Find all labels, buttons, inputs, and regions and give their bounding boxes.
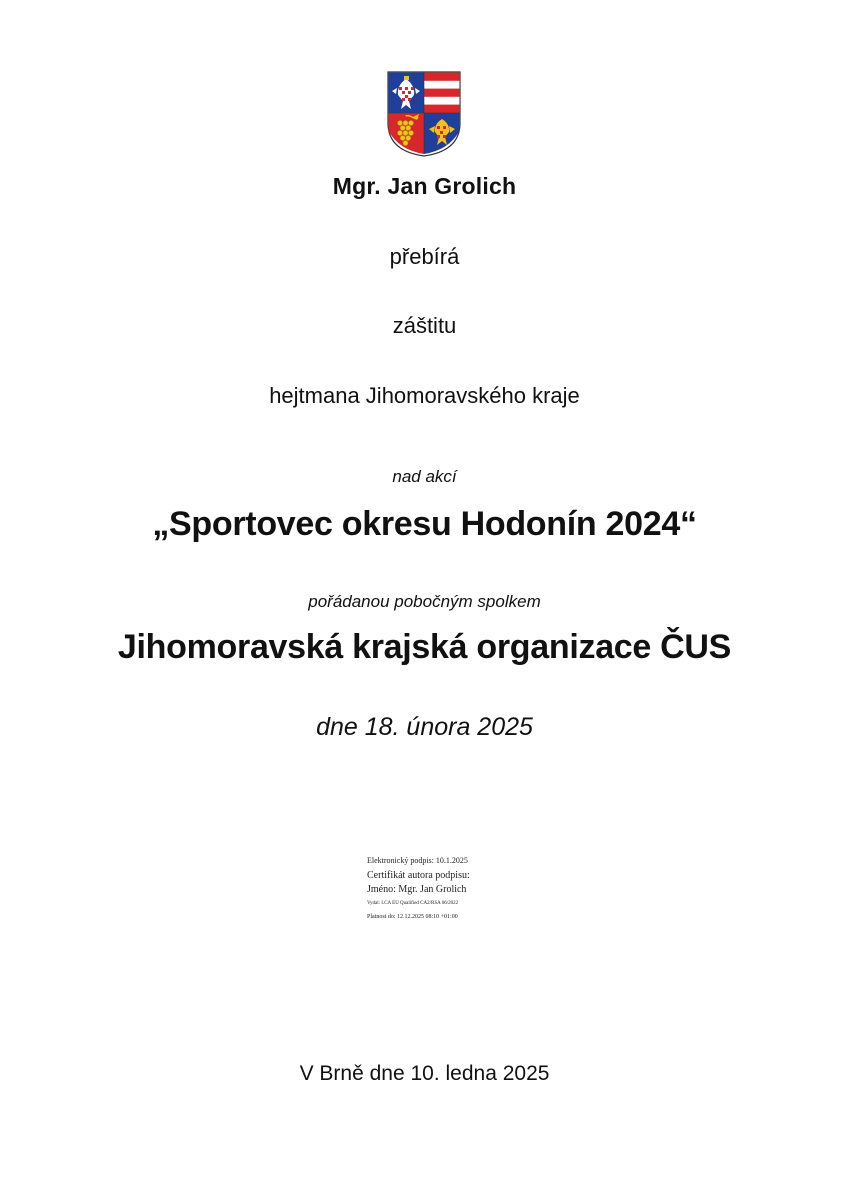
person-name: Mgr. Jan Grolich [332, 173, 517, 199]
coat-of-arms-icon [387, 71, 461, 157]
event-date: dne 18. února 2025 [316, 713, 533, 741]
over-event-text: nad akcí [392, 467, 457, 486]
takes-text: přebírá [389, 244, 460, 269]
patronage-text: záštitu [392, 313, 457, 338]
governor-text: hejtmana Jihomoravského kraje [269, 383, 580, 408]
signature-issuer: Vydal: I.CA EU Qualified CA2/RSA 06/2022 [367, 901, 459, 906]
organization-name: Jihomoravská krajská organizace ČUS [117, 628, 732, 666]
organized-by-text: pořádanou pobočným spolkem [308, 592, 541, 611]
signature-certificate-label: Certifikát autora podpisu: [367, 870, 470, 881]
signature-validity: Platnost do: 12.12.2025 08:10 +01:00 [367, 914, 458, 920]
signature-date: Elektronický podpis: 10.1.2025 [367, 856, 468, 865]
place-and-date: V Brně dne 10. ledna 2025 [299, 1062, 550, 1085]
electronic-signature-block [367, 856, 470, 920]
event-title: „Sportovec okresu Hodonín 2024“ [152, 505, 697, 543]
signature-name: Jméno: Mgr. Jan Grolich [367, 884, 467, 895]
